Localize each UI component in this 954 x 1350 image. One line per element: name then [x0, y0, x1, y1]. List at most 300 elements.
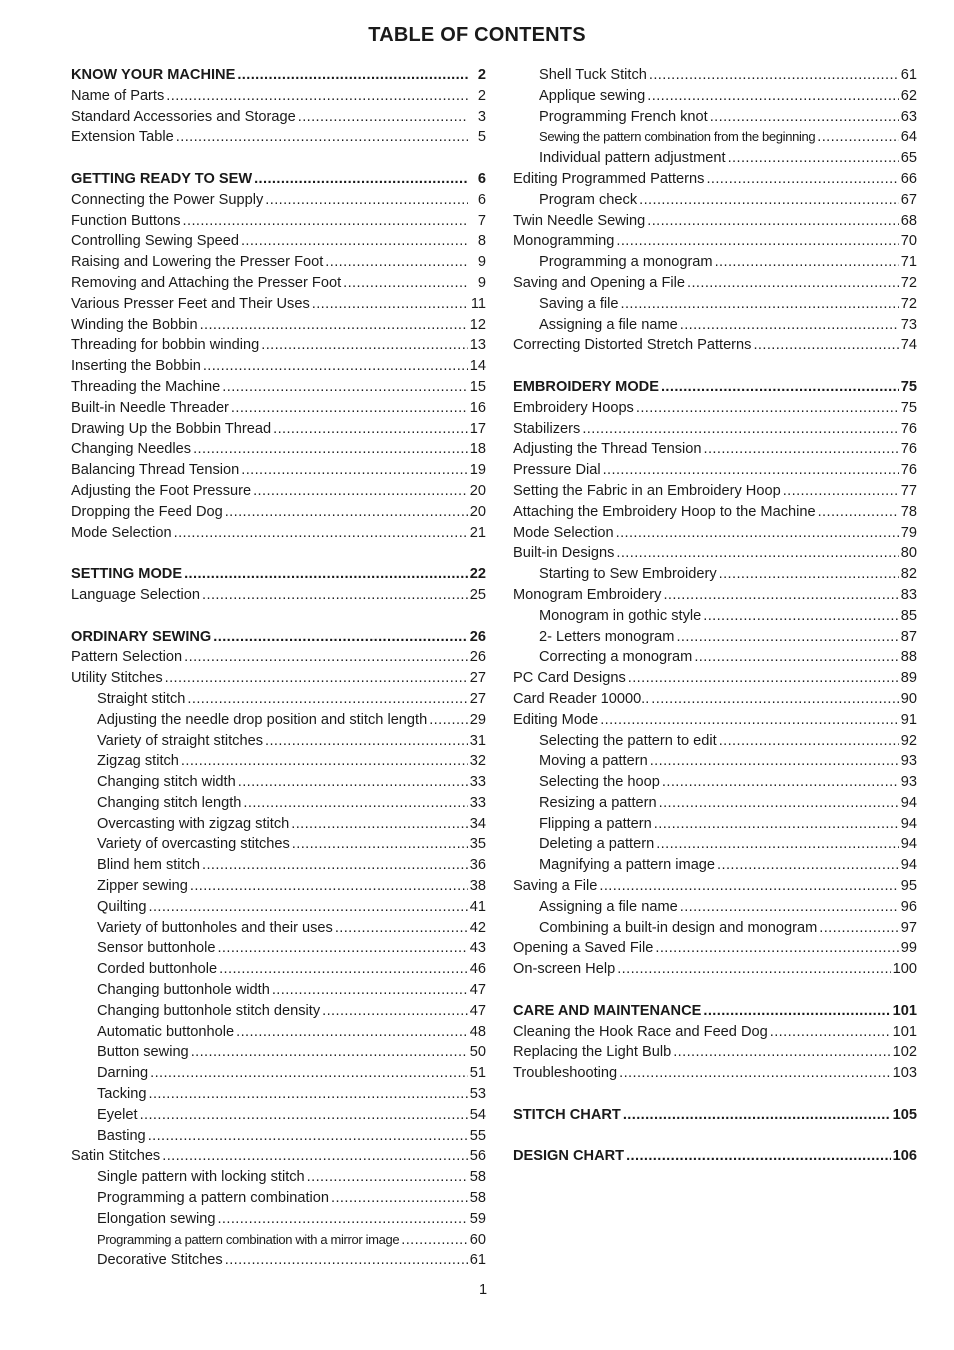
toc-entry-label: Attaching the Embroidery Hoop to the Machine: [513, 503, 816, 520]
dot-leader: [217, 938, 467, 959]
toc-entry-page: 61: [469, 1252, 486, 1269]
toc-entry: [71, 1126, 486, 1147]
dot-leader: [783, 481, 899, 502]
toc-entry-label: Decorative Stitches: [97, 1252, 223, 1269]
toc-entry-label: Button sewing: [97, 1044, 189, 1061]
toc-entry: [71, 585, 486, 606]
toc-entry-label: Selecting the hoop: [539, 774, 660, 791]
toc-entry: [71, 523, 486, 544]
toc-entry-page: 33: [469, 794, 486, 811]
toc-entry-label: Shell Tuck Stitch: [539, 67, 647, 83]
dot-leader: [272, 980, 468, 1001]
toc-entry: [71, 918, 486, 939]
dot-leader: [237, 65, 468, 86]
toc-entry-page: 93: [900, 774, 917, 791]
toc-entry-page: 29: [469, 711, 486, 728]
toc-entry: [71, 876, 486, 897]
dot-leader: [292, 834, 468, 855]
toc-entry: [513, 772, 917, 793]
dot-leader: [191, 1042, 468, 1063]
toc-entry-label: Controlling Sewing Speed: [71, 233, 239, 250]
toc-entry-page: 101: [892, 1023, 917, 1040]
toc-entry-label: Selecting the pattern to edit: [539, 732, 717, 749]
dot-leader: [231, 398, 468, 419]
dot-leader: [619, 1063, 891, 1084]
toc-entry-label: Troubleshooting: [513, 1065, 618, 1082]
toc-entry-label: Moving a pattern: [539, 753, 648, 770]
toc-entry-page: 99: [900, 940, 917, 957]
toc-entry: [71, 959, 486, 980]
toc-entry: [513, 793, 917, 814]
dot-leader: [236, 1022, 468, 1043]
dot-leader: [187, 689, 467, 710]
toc-entry-label: Adjusting the Foot Pressure: [71, 482, 252, 499]
toc-entry-page: 58: [469, 1190, 486, 1207]
toc-spacer: [71, 543, 486, 564]
dot-leader: [429, 710, 468, 731]
toc-entry-page: 88: [900, 649, 917, 666]
dot-leader: [647, 86, 898, 107]
toc-entry-label: Corded buttonhole: [97, 961, 218, 978]
dot-leader: [261, 335, 468, 356]
toc-entry: [513, 315, 917, 336]
toc-entry: [513, 190, 917, 211]
toc-spacer: [71, 148, 486, 169]
toc-entry-page: 27: [469, 670, 486, 687]
dot-leader: [656, 834, 899, 855]
dot-leader: [694, 647, 898, 668]
dot-leader: [162, 1146, 468, 1167]
dot-leader: [647, 211, 899, 232]
toc-entry-page: 95: [900, 878, 917, 895]
toc-entry: [513, 523, 917, 544]
toc-entry-label: Stabilizers: [513, 420, 581, 437]
toc-entry: [513, 127, 917, 148]
toc-entry: [513, 211, 917, 232]
toc-entry: [513, 647, 917, 668]
toc-entry-label: 2- Letters monogram: [539, 628, 675, 645]
toc-entry: [71, 1188, 486, 1209]
toc-entry: [71, 1146, 486, 1167]
toc-entry-page: 87: [900, 628, 917, 645]
toc-entry-label: KNOW YOUR MACHINE: [71, 67, 236, 83]
toc-entry-label: Changing buttonhole width: [97, 982, 270, 999]
dot-leader: [715, 252, 899, 273]
toc-entry-page: 53: [469, 1086, 486, 1103]
toc-entry-label: Elongation sewing: [97, 1210, 216, 1227]
dot-leader: [623, 1105, 891, 1126]
toc-entry-label: Built-in Needle Threader: [71, 399, 229, 416]
dot-leader: [335, 918, 468, 939]
dot-leader: [241, 460, 468, 481]
toc-entry-label: Extension Table: [71, 129, 174, 146]
toc-entry-label: PC Card Designs: [513, 670, 626, 687]
dot-leader: [181, 751, 468, 772]
toc-entry-page: 15: [469, 378, 486, 395]
toc-section-heading: [513, 377, 917, 398]
toc-entry-label: Programming French knot: [539, 108, 708, 125]
toc-spacer: [513, 980, 917, 1001]
toc-entry-label: Balancing Thread Tension: [71, 462, 240, 479]
toc-entry-label: Raising and Lowering the Presser Foot: [71, 254, 324, 271]
dot-leader: [654, 814, 899, 835]
dot-leader: [710, 107, 899, 128]
dot-leader: [649, 65, 899, 86]
dot-leader: [243, 793, 467, 814]
toc-entry-page: 68: [900, 212, 917, 229]
toc-section-heading: [71, 627, 486, 648]
toc-entry-page: 56: [469, 1148, 486, 1165]
toc-entry: [71, 731, 486, 752]
toc-entry-page: 78: [900, 503, 917, 520]
toc-entry-page: 66: [900, 170, 917, 187]
toc-entry-page: 7: [477, 212, 486, 229]
toc-entry-label: Basting: [97, 1127, 146, 1144]
toc-entry: [513, 335, 917, 356]
toc-entry-label: Assigning a file name: [539, 898, 678, 915]
toc-entry: [71, 377, 486, 398]
toc-section-heading: [513, 1001, 917, 1022]
dot-leader: [719, 564, 899, 585]
toc-entry: [513, 273, 917, 294]
toc-entry-label: Replacing the Light Bulb: [513, 1044, 672, 1061]
dot-leader: [322, 1001, 468, 1022]
toc-entry: [71, 897, 486, 918]
toc-entry-page: 22: [469, 566, 486, 583]
toc-entry-page: 54: [469, 1106, 486, 1123]
toc-entry: [513, 231, 917, 252]
toc-entry: [513, 689, 917, 710]
toc-section-heading: [71, 169, 486, 190]
toc-entry: [513, 814, 917, 835]
toc-entry-label: Changing stitch width: [97, 774, 236, 791]
toc-entry-label: Eyelet: [97, 1106, 138, 1123]
dot-leader: [241, 231, 468, 252]
toc-entry-page: 26: [469, 649, 486, 666]
toc-entry: [513, 1063, 917, 1084]
toc-entry-page: 47: [469, 982, 486, 999]
toc-spacer: [71, 606, 486, 627]
toc-entry-page: 58: [469, 1169, 486, 1186]
toc-entry-page: 34: [469, 815, 486, 832]
toc-entry: [71, 1250, 486, 1271]
toc-entry-page: 48: [469, 1023, 486, 1040]
toc-entry: [513, 460, 917, 481]
toc-entry-page: 55: [469, 1127, 486, 1144]
toc-entry: [71, 834, 486, 855]
toc-entry-page: 73: [900, 316, 917, 333]
page-number: 1: [478, 1282, 488, 1298]
dot-leader: [651, 689, 898, 710]
toc-entry-label: Variety of straight stitches: [97, 732, 264, 749]
toc-entry: [513, 855, 917, 876]
toc-spacer: [513, 1126, 917, 1147]
dot-leader: [616, 231, 898, 252]
toc-column-left: [71, 65, 486, 1271]
toc-entry: [513, 419, 917, 440]
toc-entry: [513, 606, 917, 627]
toc-entry-page: 14: [469, 358, 486, 375]
toc-entry: [513, 439, 917, 460]
dot-leader: [680, 897, 899, 918]
toc-entry-page: 31: [469, 732, 486, 749]
dot-leader: [661, 377, 899, 398]
dot-leader: [202, 585, 468, 606]
toc-entry: [71, 481, 486, 502]
toc-entry: [71, 460, 486, 481]
toc-entry-label: Cleaning the Hook Race and Feed Dog: [513, 1023, 768, 1040]
toc-entry-label: Blind hem stitch: [97, 857, 201, 874]
dot-leader: [213, 627, 467, 648]
toc-entry-page: 47: [469, 1002, 486, 1019]
dot-leader: [703, 1001, 890, 1022]
toc-entry: [71, 273, 486, 294]
toc-entry-label: Darning: [97, 1065, 149, 1082]
toc-entry-page: 75: [900, 378, 917, 395]
toc-entry-label: Correcting Distorted Stretch Patterns: [513, 337, 752, 354]
toc-entry: [513, 543, 917, 564]
toc-entry-page: 8: [477, 233, 486, 250]
toc-entry: [71, 356, 486, 377]
dot-leader: [770, 1022, 891, 1043]
dot-leader: [706, 169, 898, 190]
toc-entry: [71, 419, 486, 440]
toc-entry: [71, 1105, 486, 1126]
toc-entry-label: Mode Selection: [71, 524, 172, 541]
toc-entry: [513, 107, 917, 128]
toc-entry: [513, 1022, 917, 1043]
toc-section-heading: [513, 1146, 917, 1167]
toc-entry: [513, 294, 917, 315]
dot-leader: [265, 731, 468, 752]
toc-entry: [71, 1001, 486, 1022]
dot-leader: [174, 523, 468, 544]
dot-leader: [616, 543, 898, 564]
toc-entry: [71, 315, 486, 336]
dot-leader: [184, 564, 468, 585]
toc-entry-page: 63: [900, 108, 917, 125]
toc-entry: [513, 959, 917, 980]
toc-entry-label: STITCH CHART: [513, 1106, 621, 1123]
toc-entry-label: Resizing a pattern: [539, 794, 657, 811]
toc-entry: [513, 252, 917, 273]
toc-entry-page: 38: [469, 878, 486, 895]
dot-leader: [582, 419, 898, 440]
toc-entry-label: Applique sewing: [539, 87, 646, 104]
toc-entry-page: 103: [892, 1065, 917, 1082]
toc-entry: [71, 231, 486, 252]
toc-entry-page: 80: [900, 545, 917, 562]
toc-entry-page: 43: [469, 940, 486, 957]
toc-entry-label: Changing buttonhole stitch density: [97, 1002, 321, 1019]
toc-entry-label: Saving and Opening a File: [513, 274, 685, 291]
dot-leader: [265, 190, 468, 211]
dot-leader: [617, 959, 890, 980]
toc-entry: [513, 1042, 917, 1063]
toc-entry-page: 105: [892, 1106, 917, 1123]
toc-entry-label: Single pattern with locking stitch: [97, 1169, 305, 1186]
dot-leader: [628, 668, 899, 689]
toc-entry: [513, 65, 917, 86]
toc-entry-page: 85: [900, 607, 917, 624]
toc-entry-label: SETTING MODE: [71, 566, 183, 583]
toc-entry-label: Name of Parts: [71, 87, 165, 104]
toc-entry-page: 6: [477, 191, 486, 208]
toc-entry-page: 62: [900, 87, 917, 104]
dot-leader: [307, 1167, 468, 1188]
toc-entry-page: 9: [477, 274, 486, 291]
toc-entry-label: Function Buttons: [71, 212, 181, 229]
toc-entry-label: Sewing the pattern combination from the beginning: [539, 129, 816, 145]
dot-leader: [599, 876, 898, 897]
toc-entry-page: 33: [469, 774, 486, 791]
toc-entry-label: Pressure Dial: [513, 462, 601, 479]
toc-entry: [513, 564, 917, 585]
toc-entry-label: Changing Needles: [71, 441, 192, 458]
toc-entry-page: 51: [469, 1065, 486, 1082]
toc-entry-label: Opening a Saved File: [513, 940, 654, 957]
dot-leader: [291, 814, 468, 835]
toc-entry-label: Standard Accessories and Storage: [71, 108, 296, 125]
dot-leader: [217, 1209, 467, 1230]
toc-spacer: [513, 356, 917, 377]
toc-entry: [71, 398, 486, 419]
toc-entry-page: 25: [469, 586, 486, 603]
toc-entry-label: Embroidery Hoops: [513, 399, 634, 416]
toc-entry-label: Automatic buttonhole: [97, 1023, 235, 1040]
toc-entry-page: 5: [477, 129, 486, 146]
toc-entry: [71, 86, 486, 107]
toc-entry-page: 96: [900, 898, 917, 915]
toc-entry-page: 36: [469, 857, 486, 874]
toc-entry-label: Overcasting with zigzag stitch: [97, 815, 290, 832]
toc-entry: [71, 1209, 486, 1230]
toc-entry: [71, 647, 486, 668]
dot-leader: [184, 647, 468, 668]
toc-entry-label: Deleting a pattern: [539, 836, 655, 853]
dot-leader: [704, 439, 899, 460]
toc-entry-page: 9: [477, 254, 486, 271]
dot-leader: [254, 169, 468, 190]
toc-entry: [71, 1167, 486, 1188]
dot-leader: [819, 918, 899, 939]
toc-entry-label: Dropping the Feed Dog: [71, 503, 223, 520]
dot-leader: [343, 273, 468, 294]
toc-entry: [71, 190, 486, 211]
toc-entry-label: Drawing Up the Bobbin Thread: [71, 420, 272, 437]
toc-spacer: [513, 1084, 917, 1105]
dot-leader: [166, 86, 468, 107]
toc-entry-label: Pattern Selection: [71, 649, 183, 666]
dot-leader: [673, 1042, 890, 1063]
dot-leader: [717, 855, 899, 876]
dot-leader: [703, 606, 899, 627]
dot-leader: [818, 502, 899, 523]
dot-leader: [636, 398, 899, 419]
toc-entry-label: ORDINARY SEWING: [71, 628, 212, 645]
toc-entry: [71, 980, 486, 1001]
toc-entry: [513, 876, 917, 897]
toc-entry: [71, 710, 486, 731]
toc-entry-page: 27: [469, 690, 486, 707]
toc-entry: [71, 107, 486, 128]
toc-entry-page: 17: [469, 420, 486, 437]
dot-leader: [728, 148, 899, 169]
dot-leader: [190, 876, 468, 897]
toc-entry-page: 16: [469, 399, 486, 416]
toc-entry-page: 82: [900, 566, 917, 583]
toc-entry: [71, 335, 486, 356]
toc-entry-label: Adjusting the needle drop position and stitch length: [97, 711, 428, 728]
dot-leader: [621, 294, 899, 315]
toc-entry-label: Correcting a monogram: [539, 649, 693, 666]
dot-leader: [600, 710, 899, 731]
toc-entry: [513, 938, 917, 959]
toc-entry: [71, 502, 486, 523]
dot-leader: [676, 627, 898, 648]
dot-leader: [203, 356, 468, 377]
dot-leader: [298, 107, 468, 128]
toc-entry-page: 18: [469, 441, 486, 458]
toc-entry-page: 32: [469, 753, 486, 770]
toc-entry-label: Editing Mode: [513, 711, 599, 728]
toc-entry-label: EMBROIDERY MODE: [513, 378, 659, 395]
page-title: TABLE OF CONTENTS: [368, 24, 586, 46]
toc-entry: [513, 627, 917, 648]
toc-entry-page: 6: [477, 170, 486, 187]
dot-leader: [273, 419, 468, 440]
dot-leader: [687, 273, 899, 294]
toc-entry: [71, 1042, 486, 1063]
toc-entry-page: 92: [900, 732, 917, 749]
toc-entry: [513, 897, 917, 918]
toc-entry-page: 75: [900, 399, 917, 416]
toc-entry: [71, 252, 486, 273]
toc-entry: [71, 938, 486, 959]
toc-entry-page: 76: [900, 462, 917, 479]
toc-entry-page: 60: [469, 1231, 486, 1248]
toc-entry: [513, 169, 917, 190]
dot-leader: [219, 959, 468, 980]
dot-leader: [140, 1105, 468, 1126]
toc-entry: [513, 710, 917, 731]
dot-leader: [626, 1146, 891, 1167]
toc-entry-label: Language Selection: [71, 586, 201, 603]
toc-entry: [513, 834, 917, 855]
toc-entry-label: Card Reader 10000..: [513, 690, 650, 707]
toc-entry-label: Programming a pattern combination with a mirror image: [97, 1231, 400, 1247]
toc-entry: [513, 398, 917, 419]
toc-entry-page: 50: [469, 1044, 486, 1061]
toc-entry-label: Flipping a pattern: [539, 815, 652, 832]
toc-entry: [71, 689, 486, 710]
dot-leader: [659, 793, 899, 814]
toc-entry: [71, 1022, 486, 1043]
toc-entry-page: 71: [900, 254, 917, 271]
toc-entry-label: Quilting: [97, 898, 147, 915]
toc-entry-label: Satin Stitches: [71, 1148, 161, 1165]
toc-entry-label: Adjusting the Thread Tension: [513, 441, 702, 458]
toc-entry-label: Sensor buttonhole: [97, 940, 216, 957]
toc-entry-page: 67: [900, 191, 917, 208]
toc-entry-page: 46: [469, 961, 486, 978]
toc-entry-label: Winding the Bobbin: [71, 316, 198, 333]
toc-entry: [513, 148, 917, 169]
toc-entry: [71, 211, 486, 232]
toc-entry-label: Magnifying a pattern image: [539, 857, 716, 874]
toc-section-heading: [513, 1105, 917, 1126]
toc-entry-page: 83: [900, 586, 917, 603]
